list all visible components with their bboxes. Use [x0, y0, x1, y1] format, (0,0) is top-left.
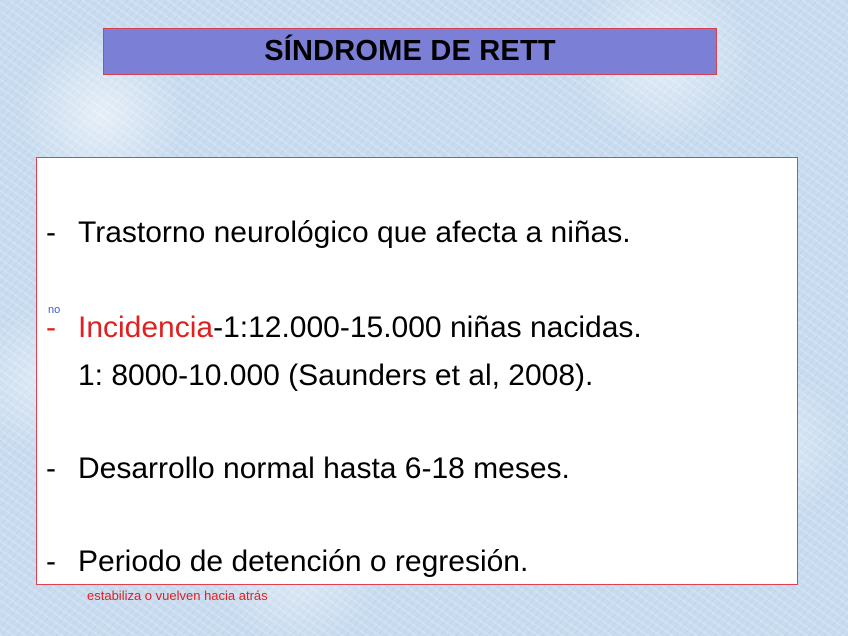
bullet-dash: -	[46, 311, 56, 344]
bullet-dash: -	[46, 545, 56, 578]
bullet-text	[78, 311, 642, 345]
slide-title: SÍNDROME DE RETT	[264, 35, 556, 67]
footnote: estabiliza o vuelven hacia atrás	[87, 588, 268, 603]
bullet-text: Desarrollo normal hasta 6-18 meses.	[78, 452, 570, 485]
slide-content-box	[36, 157, 798, 585]
incidence-values: -1:12.000-15.000 niñas nacidas.	[213, 311, 642, 344]
slide-title-box	[103, 28, 717, 75]
bullet-dash: -	[46, 452, 56, 485]
small-note: no	[48, 304, 61, 316]
bullet-text: Periodo de detención o regresión.	[78, 545, 529, 578]
incidence-label: Incidencia	[78, 311, 214, 344]
bullet-dash: -	[46, 216, 56, 249]
bullet-text: Trastorno neurológico que afecta a niñas.	[78, 216, 631, 249]
incidence-continuation: 1: 8000-10.000 (Saunders et al, 2008).	[78, 359, 594, 392]
